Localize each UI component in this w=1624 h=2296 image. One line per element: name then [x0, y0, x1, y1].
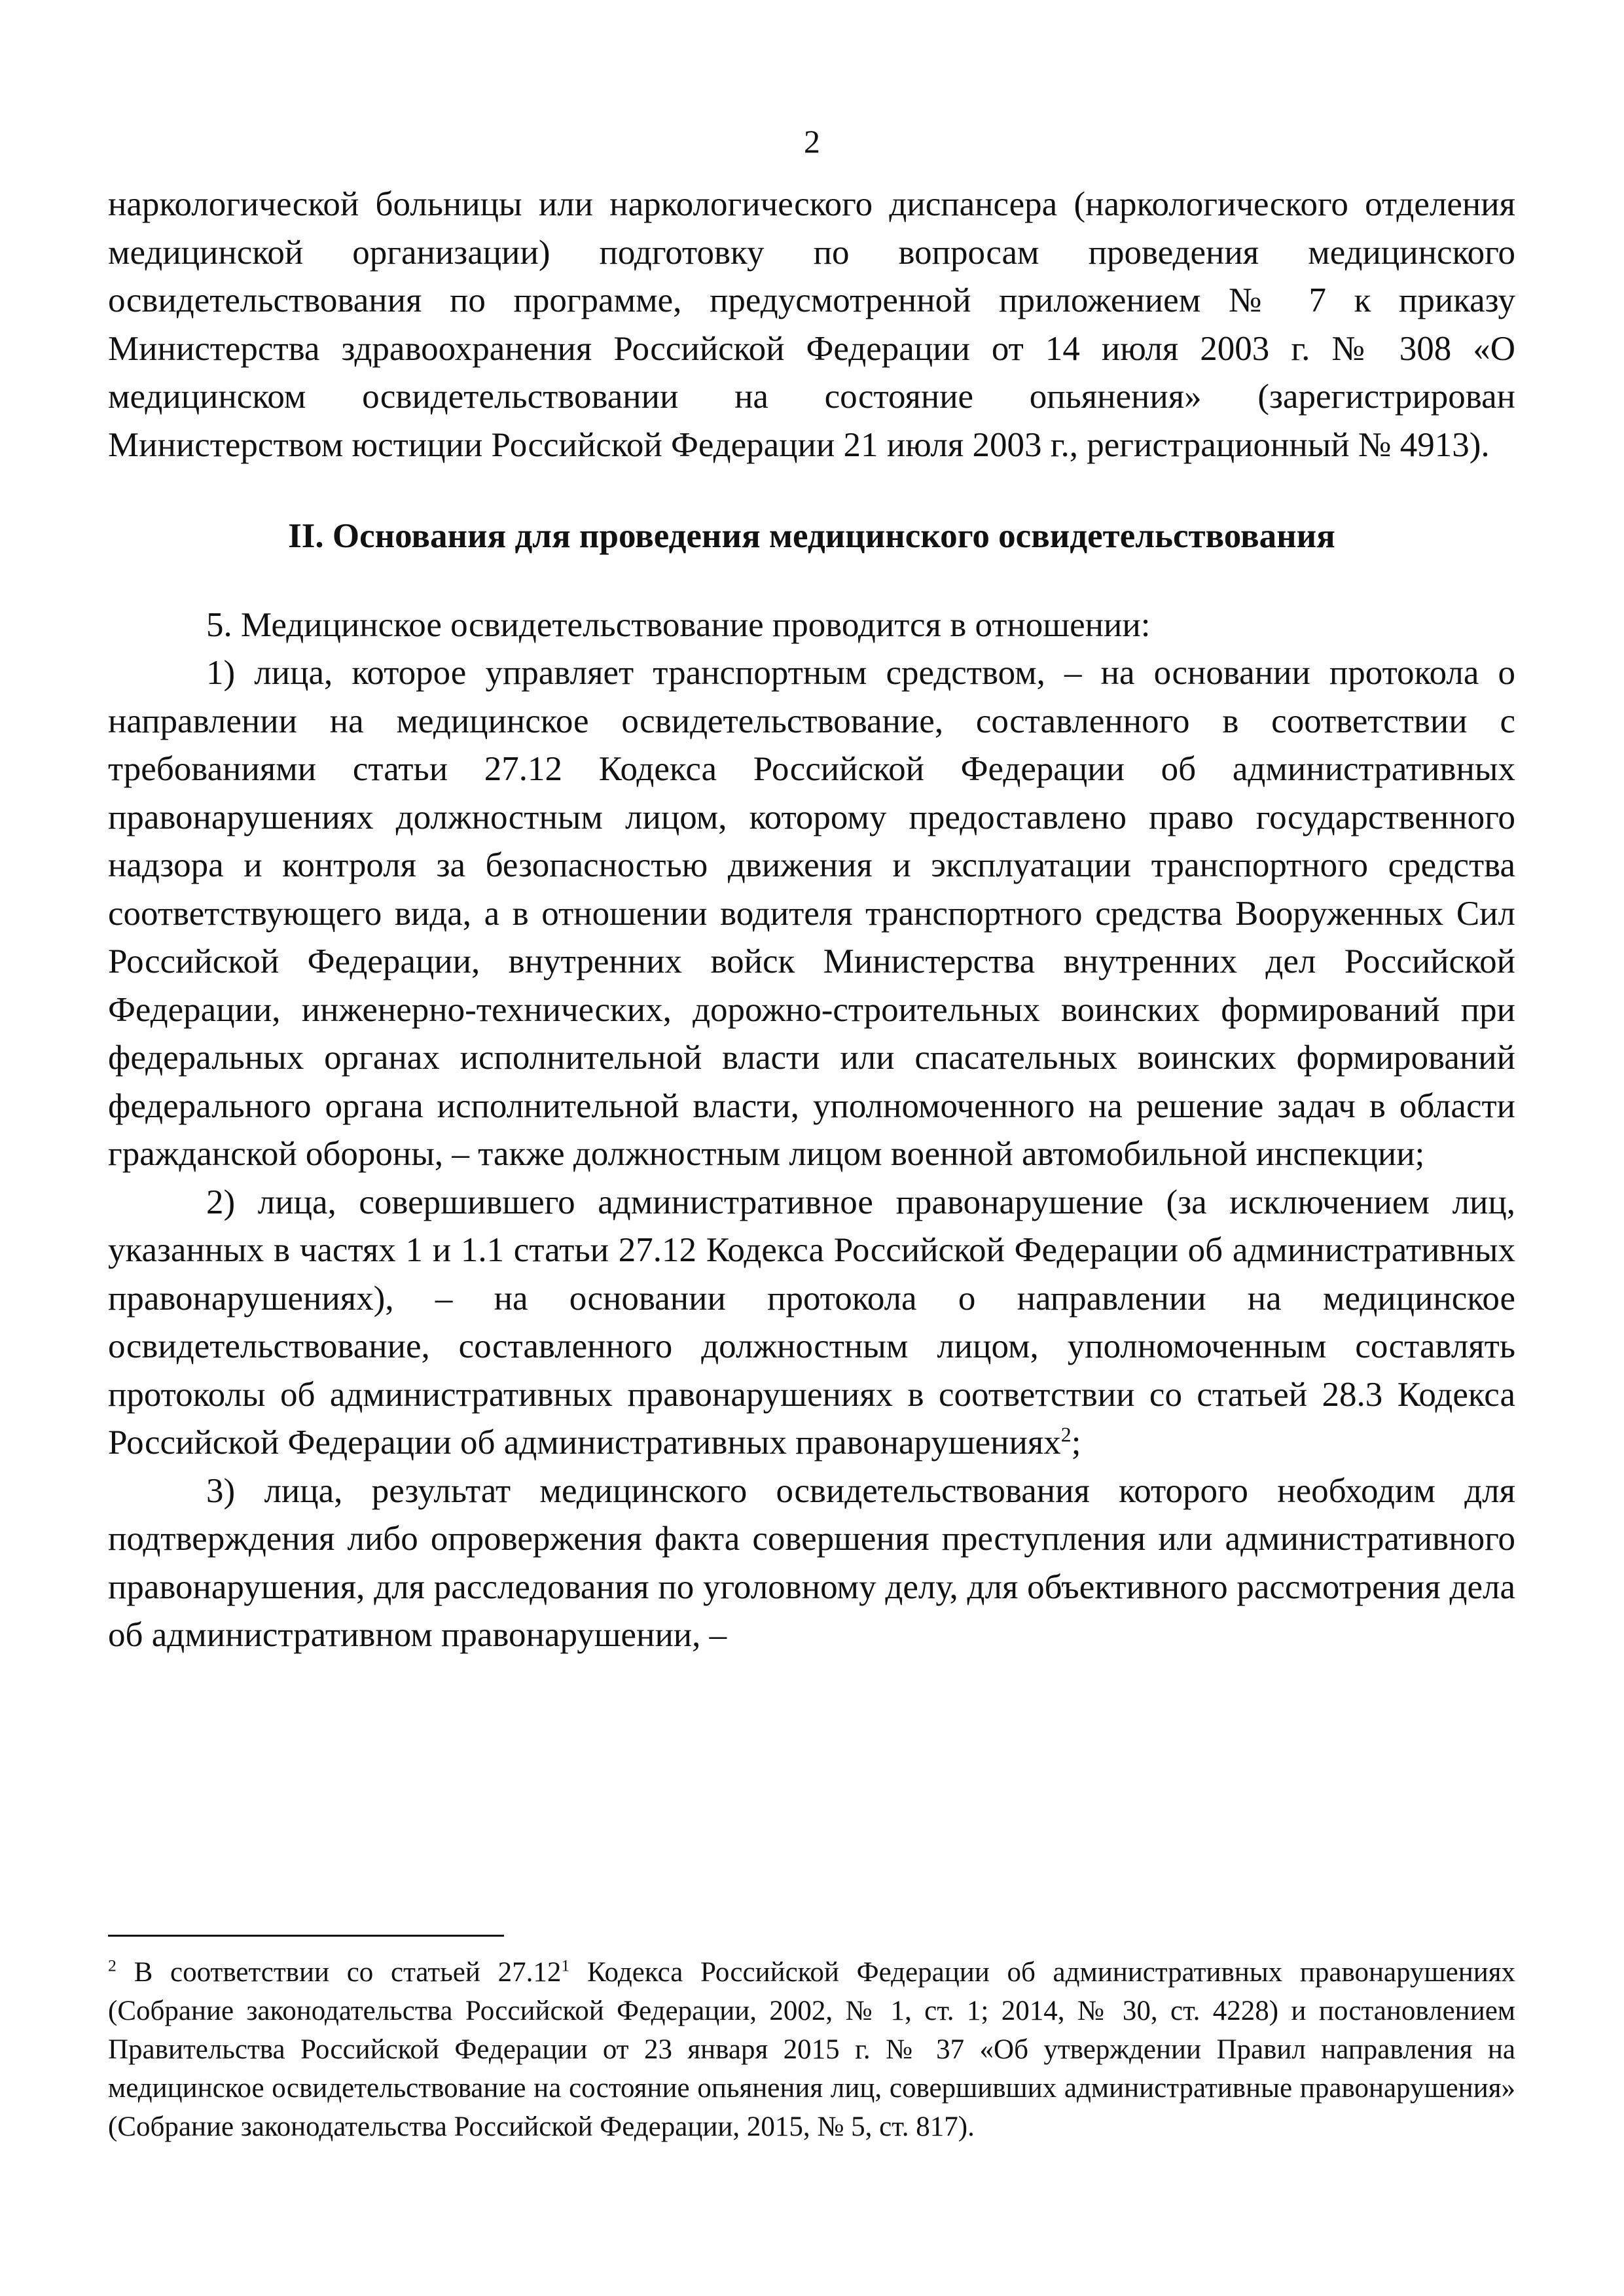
footnote-text-b: Кодекса Российской Федерации об административных правонарушениях (Собрание законодательства Российской Федерации, 2002, № 1, ст. 1; 2014, № 30, ст. 4228) и постановлением Правительства Российской Федерации от 23 января 2015 г. № 37 «Об утверждении Правил направления на медицинское освидетельствование на состояние опьянения лиц, совершивших административные правонарушения» (Собрание законодательства Российской Федерации, 2015, № 5, ст. 817). — [108, 1957, 1516, 2142]
paragraph-continuation: наркологической больницы или наркологического диспансера (наркологического отделения медицинской организации) подготовку по вопросам проведения медицинского освидетельствования по программе, предусмотренной приложением № 7 к приказу Министерства здравоохранения Российской Федерации от 14 июля 2003 г. № 308 «О медицинском освидетельствовании на состояние опьянения» (зарегистрирован Министерством юстиции Российской Федерации 21 июля 2003 г., регистрационный № 4913). — [108, 185, 1515, 464]
paragraph-subitem-3: 3) лица, результат медицинского освидетельствования которого необходим для подтверждения либо опровержения факта совершения преступления или административного правонарушения, для расследования по уголовному делу, для объективного рассмотрения дела об административном правонарушении, – — [108, 1471, 1515, 1654]
document-body — [108, 181, 1515, 1660]
subitem-2-end: ; — [1071, 1424, 1081, 1462]
footnote-separator — [108, 1935, 504, 1937]
footnote-article-superscript: 1 — [561, 1956, 570, 1975]
paragraph-subitem-1: 1) лица, которое управляет транспортным средством, – на основании протокола о направлении на медицинское освидетельствование, составленного в соответствии с требованиями статьи 27.12 Кодекса Российской Федерации об административных правонарушениях должностным лицом, которому предоставлено право государственного надзора и контроля за безопасностью движения и эксплуатации транспортного средства соответствующего вида, а в отношении водителя транспортного средства Вооруженных Сил Российской Федерации, внутренних войск Министерства внутренних дел Российской Федерации, инженерно-технических, дорожно-строительных воинских формирований при федеральных органах исполнительной власти или спасательных воинских формирований федерального органа исполнительной власти, уполномоченного на решение задач в области гражданской обороны, – также должностным лицом военной автомобильной инспекции; — [108, 654, 1515, 1173]
footnote — [108, 1953, 1515, 2146]
footnote-text-a: В соответствии со статьей 27.12 — [116, 1957, 562, 1988]
page-number: 2 — [804, 123, 820, 160]
footnote-marker: 2 — [108, 1956, 117, 1975]
subitem-2-text: 2) лица, совершившего административное правонарушение (за исключением лиц, указанных в частях 1 и 1.1 статьи 27.12 Кодекса Российской Федерации об административных правонарушениях), – на основании протокола о направлении на медицинское освидетельствование, составленного должностным лицом, уполномоченным составлять протоколы об административных правонарушениях в соответствии со статьей 28.3 Кодекса Российской Федерации об административных правонарушениях — [108, 1183, 1515, 1462]
section-heading: II. Основания для проведения медицинского освидетельствования — [288, 517, 1335, 555]
paragraph-item-5: 5. Медицинское освидетельствование проводится в отношении: — [206, 605, 1151, 644]
footnote-reference[interactable]: 2 — [1060, 1423, 1072, 1446]
footnote-text — [108, 1953, 1515, 2146]
paragraph-subitem-2 — [108, 1179, 1515, 1467]
